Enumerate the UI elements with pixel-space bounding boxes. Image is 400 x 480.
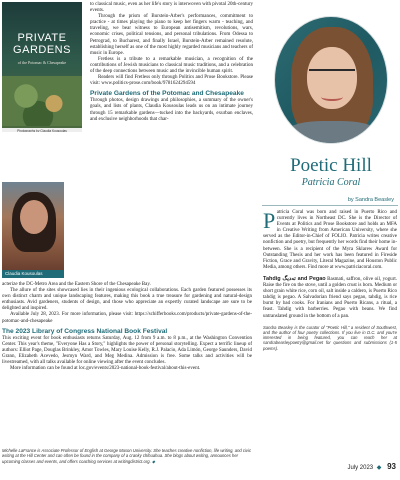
cover-author: Photographs by Claudia Kousoulas: [2, 128, 82, 132]
author-photo: [2, 182, 64, 270]
author-note: [2, 448, 252, 464]
paragraph: to classical music, even as her life's story is interwoven with pivotal 20th-century events.: [90, 2, 253, 14]
poet-portrait: [274, 16, 388, 144]
portrait-shirt: [285, 121, 379, 144]
bio-paragraph: [263, 210, 397, 271]
drop-cap: P: [263, 208, 276, 233]
center-column: [90, 2, 253, 123]
book-cover-image: [2, 2, 82, 132]
author-note-text: Michelle LaFrance is Associate Professor of English at George Mason University. She teaches creative nonfiction, life writing, and civic writing at the Hill Center and can often be found in the company of a cranky chihuahua. She blogs about writing, announces her upcoming classes and events, and offers coaching services at writingdistrict.org.: [2, 448, 252, 464]
paragraph: Through photos, design drawings and philosophies, a summary of the owner's goals, and lists of plants, Claudia Kousoulas leads us on an intimate journey through 15 remarkable gardens—tucked into the backyards, exurban enclaves, and exclusive neighborhoods that char-: [90, 98, 253, 122]
paragraph: This exciting event for book enthusiasts returns Saturday, Aug. 12 from 9 a.m. to 8 p.m., at the Washington Convention Center. This year's theme, "Everyone Has a Story," highlights the power of personal storytelling. Expect a terrific lineup of authors: Elliot Page, Douglas Brinkley, Amor Towles, Mary Louise Kelly, R.J. Palacio, Ada Limón, George Saunders, David Grann, Elizabeth Acevedo, Jesmyn Ward, and Meg Medina. Admission is free. Some talks and activities will be livestreamed, with all talks available for online viewing after the event concludes.: [2, 335, 252, 366]
paragraph: The allure of the sites showcased lies in their ingenious ecological collaborations. Each garden featured possesses its own distinct charm and unique landscaping features, making this book a true treasure for gardening and natural-design enthusiasts. Avid gardeners, students of design, and those who appreciate an expertly curated landscape are sure to be delighted and inspired.: [2, 288, 252, 312]
end-mark-icon: ◆: [151, 458, 156, 464]
wide-section: [2, 282, 252, 372]
paragraph: Through the prism of Burstein-Arber's performances, commitment to practice - at times playing the piano to keep her fingers warm - teaching, and traveling, we bear witness to European antisemitism, revolutions, wars, economic crises, political tensions, and personal tribulations. From Odessa to Petrograd, to Bucharest, and finally Israel, Burstein-Arber remained resolute, establishing herself as one of the most highly regarded musicians and teachers of music in Europe.: [90, 14, 253, 56]
photo-caption: Claudia Kousoulas: [2, 270, 64, 278]
cover-garden-illustration: [2, 76, 82, 126]
byline: by Sandra Beasley: [347, 197, 394, 203]
paragraph: acterize the DC-Metro Area and the Eastern Shore of the Chesapeake Bay.: [2, 282, 151, 287]
paragraph: Available July 28, 2023. For more information, please visit: https://schifferbooks.com/products/private-gardens-of-the-potomac-and-chesapeake: [2, 312, 252, 324]
photo-face: [20, 200, 48, 234]
portrait-smile: [321, 93, 343, 101]
curator-note: Sandra Beasley is the curator of "Poetic Hill," a resident of Southwest, and the author of four poetry collections. If you live in D.C. and you're interested in being featured, you can reach her at sandrabeasleypoetry@gmail.net for questions and submissions (1-5 poems).: [263, 324, 397, 351]
paragraph: Fretless is a tribute to a remarkable musician, a recognition of the contributions of Jewish musicians to classical music traditions, and a celebration of the deep connections between music and the invincible human spirit.: [90, 56, 253, 75]
featured-poet-name: Patricia Coral: [301, 177, 361, 188]
poem-title: Tahdig ته‌دیگ and Pegao: [263, 275, 326, 282]
poem-paragraph: [263, 276, 397, 320]
issue-date: July 2023: [347, 465, 374, 471]
cover-title: PRIVATE GARDENS: [13, 32, 71, 56]
section-heading: Private Gardens of the Potomac and Chesapeake: [90, 90, 244, 98]
page-footer: [262, 462, 396, 471]
page-number: 93: [387, 462, 396, 471]
right-body: [263, 210, 397, 351]
footer-separator-icon: ◆: [376, 465, 382, 471]
poem-text: Basmati, saffron, olive oil, yogurt. Raise the fire on the stove, until a golden crust is born. Medium or short grain white rice, corn oil, salt inside a caldero, is Puerto Rico tahdig is pegao. A Salvadorian friend says pegao, tahdig, is rice burnt by bad cooks. For Iranians and Puerto Ricans, a ritual, a feast. Tahdig with barberries. Pegao with beans. We find untranslated ground in the bottom of a pan.: [263, 276, 397, 319]
column-title: Poetic Hill: [290, 155, 372, 176]
portrait-glasses: [309, 69, 355, 79]
paragraph: More information can be found at loc.gov/events/2023-national-book-festival/about-this-event.: [10, 366, 201, 372]
paragraph: Readers will find Fretless only through Politics and Prose Bookstore. Please visit: www.politics-prose.com/book/9781624294594: [90, 75, 253, 87]
section-heading: The 2023 Library of Congress National Book Festival: [2, 327, 168, 335]
bio-text: atricia Coral was born and raised in Puerto Rico and currently lives in Northeast DC. She is the Director of Events at Politics and Prose Bookstore and holds an MFA in Creative Writing from American University, where she served as the Editor-in-Chief of FOLIO. Patricia writes creative nonfiction and poetry, but frequently her words find their home in-between. She is a recipient of the Myra Sklarew Award for Outstanding Thesis and her work has been featured in Fireside Fiction, Grace and Gravity, Literal Magazine, and Houston Public Media, among others. Find more at www.patriciacoral.com.: [263, 210, 397, 270]
divider: [262, 205, 398, 206]
cover-subtitle: of the Potomac & Chesapeake: [17, 60, 67, 65]
